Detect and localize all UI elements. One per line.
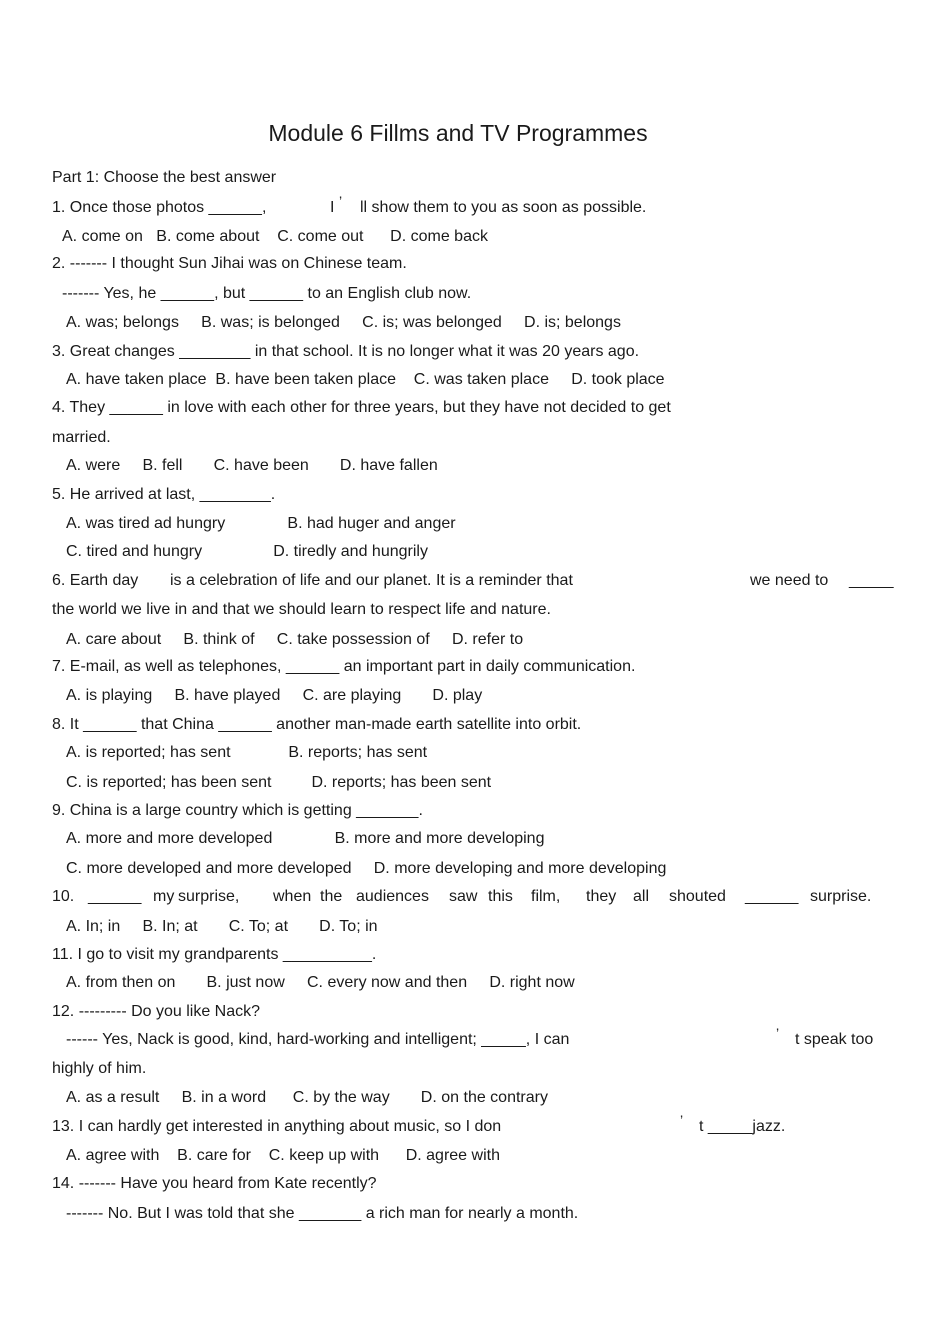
q8-options-ab: A. is reported; has sent B. reports; has sent <box>66 744 428 761</box>
q10-word-7: audiences <box>356 888 429 905</box>
q8-options-cd: C. is reported; has been sent D. reports; has been sent <box>66 774 492 791</box>
q6-options: A. care about B. think of C. take possession of D. refer to <box>66 631 524 648</box>
q1-apostrophe: ’ <box>339 193 343 209</box>
page-title: Module 6 Fillms and TV Programmes <box>268 120 648 146</box>
q12-reply-cont: highly of him. <box>52 1060 147 1077</box>
q10-word-1: 10. <box>52 888 75 905</box>
q9-stem: 9. China is a large country which is getting _______. <box>52 802 423 819</box>
q2-options: A. was; belongs B. was; is belonged C. is; was belonged D. is; belongs <box>66 314 621 331</box>
q13-stem-a: 13. I can hardly get interested in anything about music, so I don <box>52 1118 502 1135</box>
q11-stem: 11. I go to visit my grandparents __________. <box>52 946 377 963</box>
q2-reply: ------- Yes, he ______, but ______ to an English club now. <box>62 285 472 302</box>
q14-stem: 14. ------- Have you heard from Kate recently? <box>52 1175 377 1192</box>
q10-word-10: film, <box>531 888 561 905</box>
q10-word-11: they <box>586 888 617 905</box>
q2-stem: 2. ------- I thought Sun Jihai was on Chinese team. <box>52 255 407 272</box>
q10-word-9: this <box>488 888 513 905</box>
q10-word-4: surprise, <box>178 888 240 905</box>
q10-word-12: all <box>633 888 650 905</box>
q12-reply-a: ------ Yes, Nack is good, kind, hard-working and intelligent; _____, I can <box>66 1031 570 1048</box>
q5-options-ab: A. was tired ad hungry B. had huger and anger <box>66 515 456 532</box>
q4-stem: 4. They ______ in love with each other for three years, but they have not decided to get <box>52 399 671 416</box>
q6-stem-b: is a celebration of life and our planet. It is a reminder that <box>170 572 573 589</box>
q6-stem-cont: the world we live in and that we should learn to respect life and nature. <box>52 601 551 618</box>
q4-stem-cont: married. <box>52 429 111 446</box>
q10-word-6: the <box>320 888 343 905</box>
q12-stem: 12. --------- Do you like Nack? <box>52 1003 261 1020</box>
q6-stem-d: _____ <box>849 572 894 589</box>
q13-options: A. agree with B. care for C. keep up with D. agree with <box>66 1147 500 1164</box>
q3-options: A. have taken place B. have been taken place C. was taken place D. took place <box>66 371 665 388</box>
q13-stem-b: t _____jazz. <box>699 1118 786 1135</box>
q5-options-cd: C. tired and hungry D. tiredly and hungrily <box>66 543 428 560</box>
q7-stem: 7. E-mail, as well as telephones, ______ an important part in daily communication. <box>52 658 636 675</box>
q9-options-ab: A. more and more developed B. more and more developing <box>66 830 545 847</box>
q3-stem: 3. Great changes ________ in that school. It is no longer what it was 20 years ago. <box>52 343 640 360</box>
q6-stem-a: 6. Earth day <box>52 572 139 589</box>
q4-options: A. were B. fell C. have been D. have fallen <box>66 457 438 474</box>
q9-options-cd: C. more developed and more developed D. more developing and more developing <box>66 860 667 877</box>
q1-stem-b: I <box>330 199 335 216</box>
q10-word-2: ______ <box>88 888 142 905</box>
q5-stem: 5. He arrived at last, ________. <box>52 486 276 503</box>
q10-word-5: when <box>273 888 312 905</box>
q10-options: A. In; in B. In; at C. To; at D. To; in <box>66 918 378 935</box>
q10-word-3: my <box>153 888 175 905</box>
part-heading: Part 1: Choose the best answer <box>52 169 277 186</box>
q10-word-15: surprise. <box>810 888 872 905</box>
q12-apostrophe: ’ <box>776 1025 780 1041</box>
q1-options: A. come on B. come about C. come out D. come back <box>62 228 488 245</box>
q10-word-13: shouted <box>669 888 726 905</box>
q10-word-14: ______ <box>745 888 799 905</box>
q6-stem-c: we need to <box>750 572 829 589</box>
q8-stem: 8. It ______ that China ______ another man-made earth satellite into orbit. <box>52 716 582 733</box>
q12-options: A. as a result B. in a word C. by the way D. on the contrary <box>66 1089 548 1106</box>
q1-stem-c: ll show them to you as soon as possible. <box>360 199 647 216</box>
q1-stem-a: 1. Once those photos ______, <box>52 199 267 216</box>
q13-apostrophe: ’ <box>680 1112 684 1128</box>
q12-reply-b: t speak too <box>795 1031 874 1048</box>
q10-word-8: saw <box>449 888 478 905</box>
q7-options: A. is playing B. have played C. are playing D. play <box>66 687 483 704</box>
q11-options: A. from then on B. just now C. every now and then D. right now <box>66 974 575 991</box>
q14-reply: ------- No. But I was told that she _______ a rich man for nearly a month. <box>66 1205 579 1222</box>
